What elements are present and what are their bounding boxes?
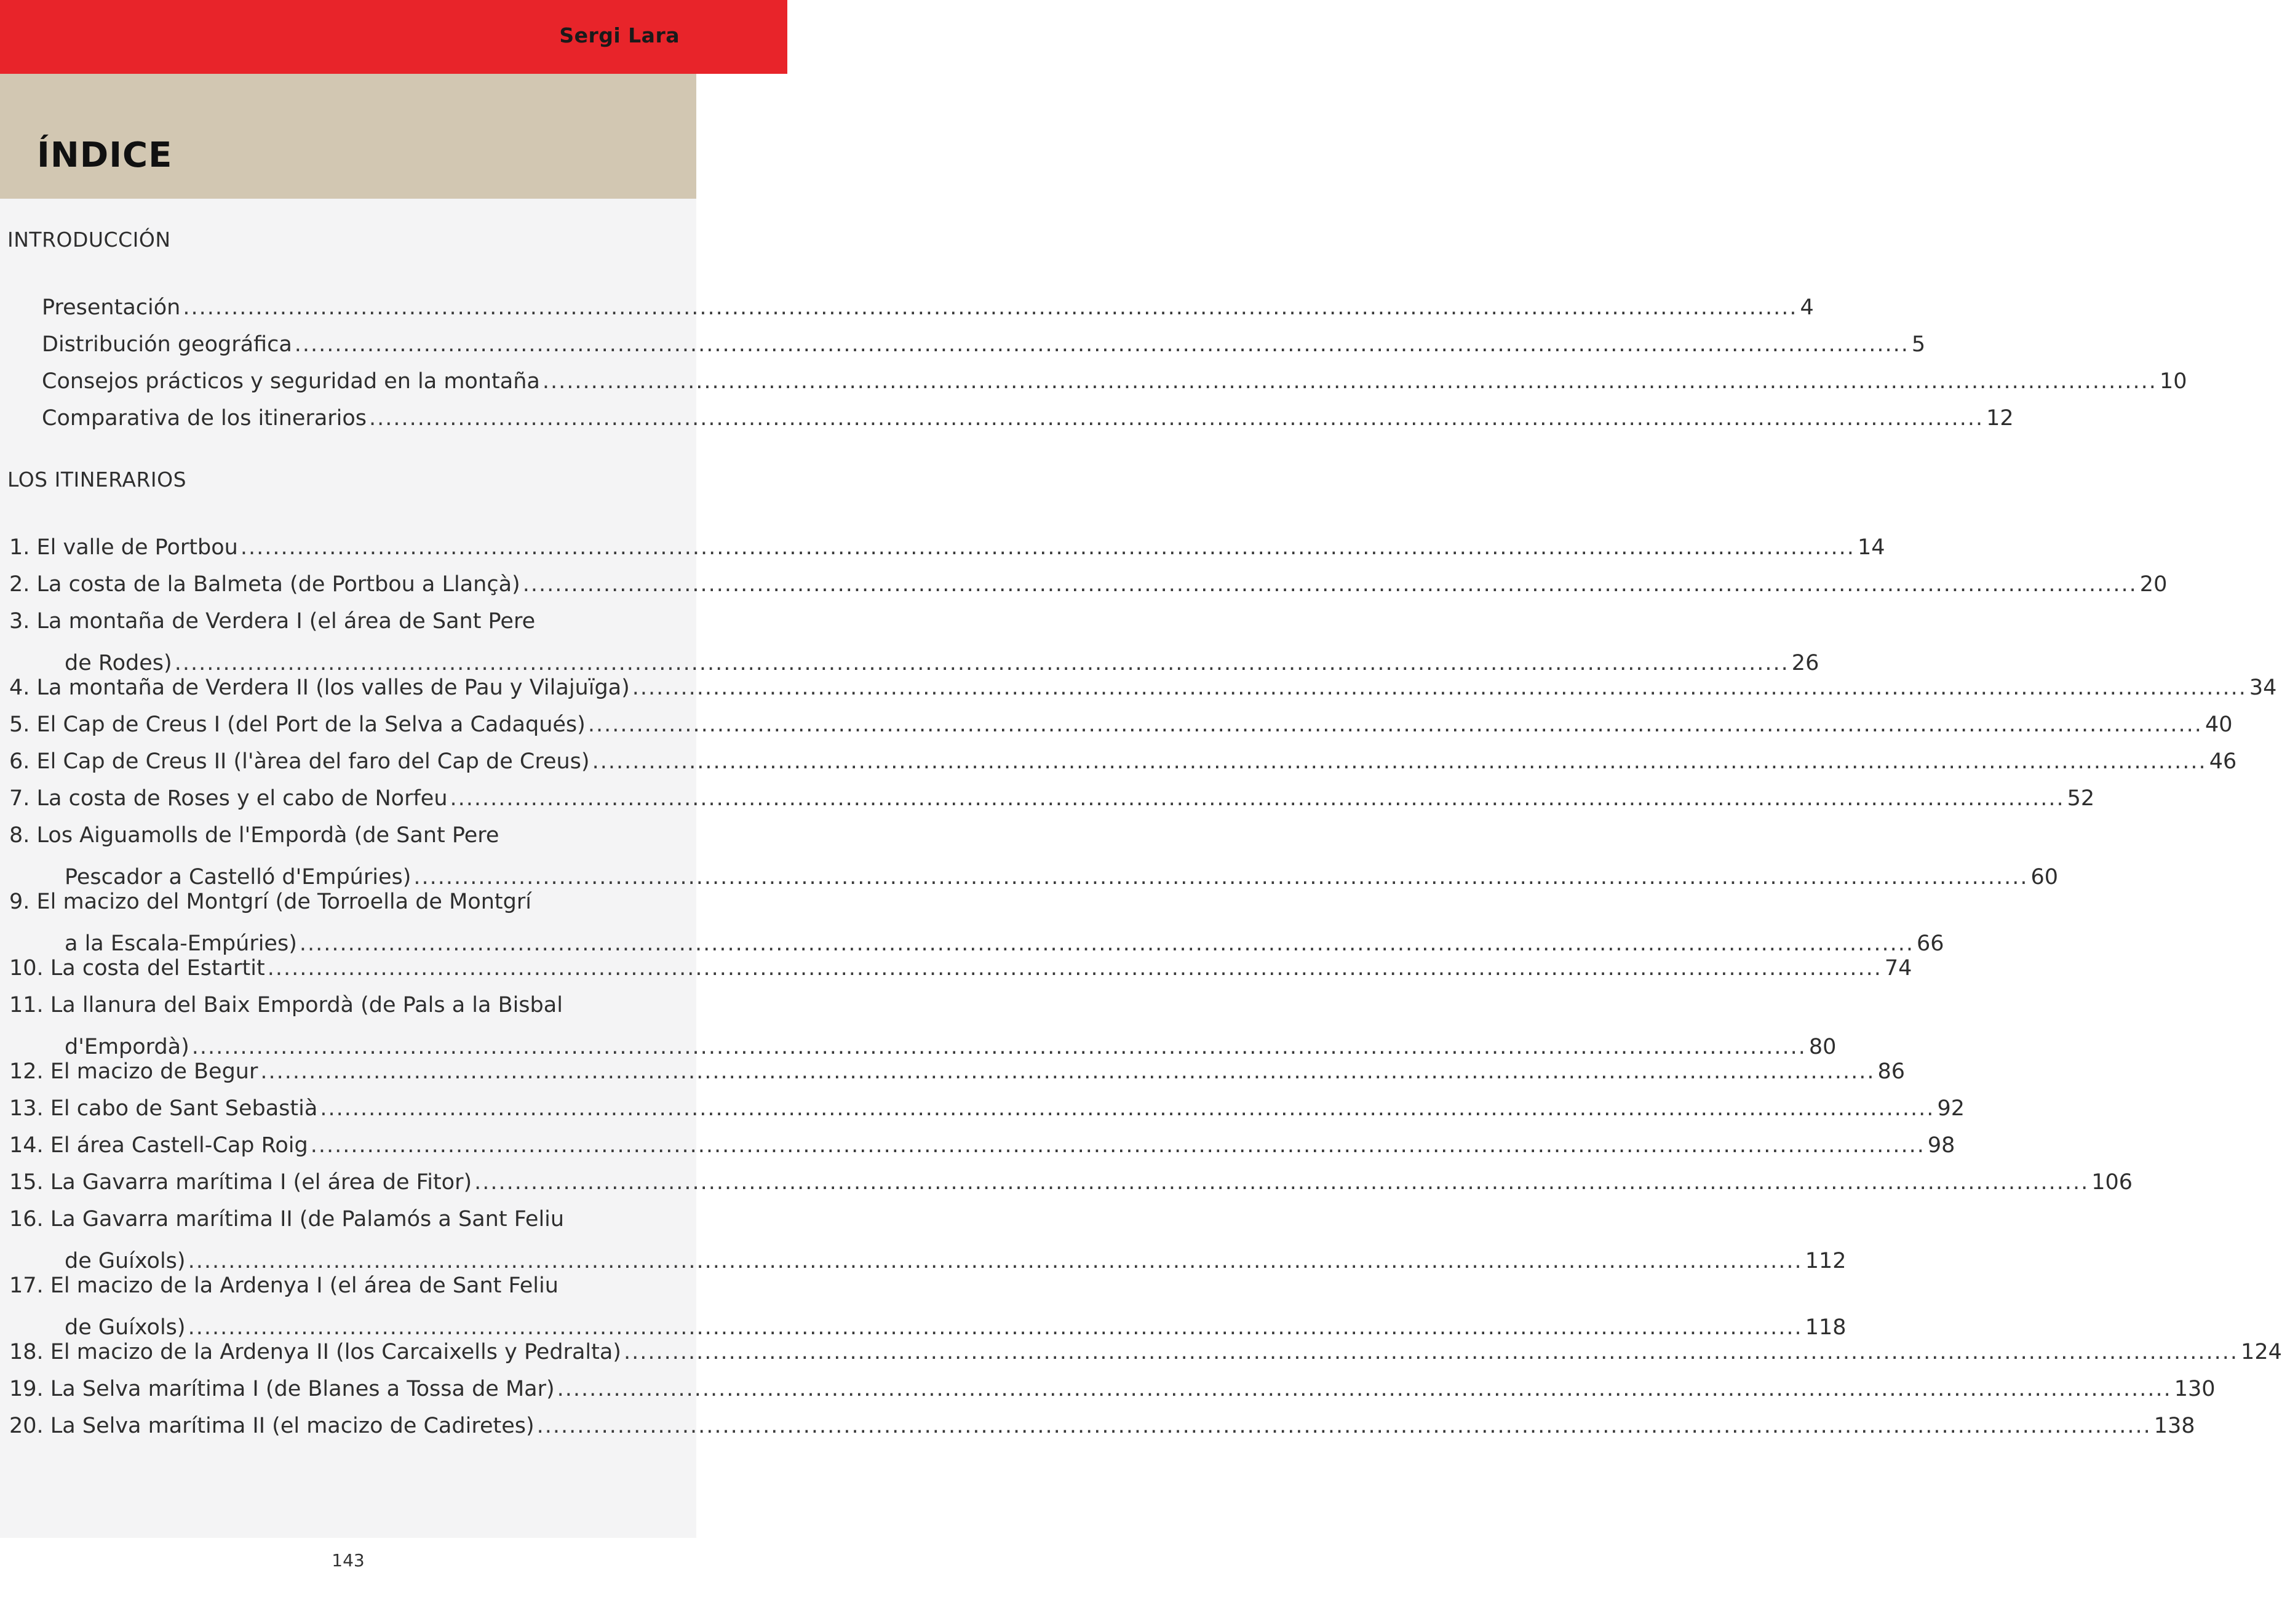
toc-page-number: 46 — [2209, 749, 2237, 774]
title-band — [0, 74, 696, 199]
toc-page-number: 12 — [1986, 406, 2014, 431]
toc-entry-title: 1. El valle de Portbou — [9, 535, 238, 560]
dot-leader: ........................................................................................................................................................................................................ — [310, 1133, 1925, 1158]
toc-page-number: 130 — [2174, 1377, 2216, 1401]
toc-page-number: 80 — [1808, 1035, 1837, 1059]
toc-entry-title-continued: de Guíxols) — [65, 1249, 186, 1273]
toc-entry-title-continued: d'Empordà) — [65, 1035, 189, 1059]
toc-entry-title: 18. El macizo de la Ardenya II (los Carcaixells y Pedralta) — [9, 1340, 621, 1364]
toc-entry — [0, 1170, 2133, 1207]
dot-leader: ........................................................................................................................................................................................................ — [260, 1059, 1875, 1084]
toc-entry-title: 5. El Cap de Creus I (del Port de la Selva a Cadaqués) — [9, 712, 586, 737]
toc-entry — [0, 572, 2168, 609]
toc-entry-title: Consejos prácticos y seguridad en la montaña — [42, 369, 540, 394]
toc-page-number: 20 — [2139, 572, 2168, 597]
dot-leader: ........................................................................................................................................................................................................ — [267, 956, 1882, 981]
toc-entry-title: 15. La Gavarra marítima I (el área de Fitor) — [9, 1170, 472, 1195]
toc-entry — [0, 823, 2059, 890]
toc-entry-title: 9. El macizo del Montgrí (de Torroella de Montgrí — [9, 890, 531, 914]
toc-page-number: 14 — [1857, 535, 1885, 560]
dot-leader: ........................................................................................................................................................................................................ — [183, 295, 1798, 320]
dot-leader: ........................................................................................................................................................................................................ — [450, 786, 2065, 811]
toc-entry-title: 14. El área Castell-Cap Roig — [9, 1133, 308, 1158]
dot-leader: ........................................................................................................................................................................................................ — [474, 1170, 2089, 1195]
dot-leader: ........................................................................................................................................................................................................ — [536, 1414, 2152, 1438]
header-band — [0, 0, 787, 74]
toc-page-number: 10 — [2159, 369, 2187, 394]
toc-page-number: 138 — [2153, 1414, 2195, 1438]
dot-leader: ........................................................................................................................................................................................................ — [240, 535, 1855, 560]
dot-leader: ........................................................................................................................................................................................................ — [191, 1035, 1807, 1059]
toc-page-number: 34 — [2249, 675, 2277, 700]
toc-page-number: 106 — [2091, 1170, 2133, 1195]
toc-entry — [0, 712, 2233, 749]
toc-entry — [0, 369, 2187, 406]
dot-leader: ........................................................................................................................................................................................................ — [522, 572, 2137, 597]
page-number: 143 — [332, 1550, 365, 1570]
dot-leader: ........................................................................................................................................................................................................ — [369, 406, 1984, 431]
toc-page-number: 66 — [1916, 931, 1944, 956]
toc-entry — [0, 786, 2095, 823]
dot-leader: ........................................................................................................................................................................................................ — [623, 1340, 2239, 1364]
toc-entry-title: 12. El macizo de Begur — [9, 1059, 258, 1084]
section-heading: LOS ITINERARIOS — [7, 468, 187, 492]
page-title: ÍNDICE — [37, 135, 173, 175]
toc-entry-title: 16. La Gavarra marítima II (de Palamós a Sant Feliu — [9, 1207, 565, 1232]
toc-entry-title: 10. La costa del Estartit — [9, 956, 265, 981]
dot-leader: ........................................................................................................................................................................................................ — [413, 865, 2029, 890]
toc-entry — [0, 675, 2277, 712]
toc-page-number: 118 — [1805, 1315, 1847, 1340]
toc-entry-title-continued: Pescador a Castelló d'Empúries) — [65, 865, 411, 890]
author-name: Sergi Lara — [559, 23, 680, 47]
toc-entry — [0, 1096, 1965, 1133]
toc-page-number: 52 — [2067, 786, 2095, 811]
dot-leader: ........................................................................................................................................................................................................ — [542, 369, 2157, 394]
toc-entry — [0, 993, 1837, 1059]
toc-entry-title: 11. La llanura del Baix Empordà (de Pals a la Bisbal — [9, 993, 563, 1017]
toc-entry — [0, 1059, 1906, 1096]
toc-entry — [0, 535, 1885, 572]
toc-entry-title: 2. La costa de la Balmeta (de Portbou a Llançà) — [9, 572, 520, 597]
toc-entry — [0, 406, 2014, 443]
toc-page-number: 26 — [1791, 651, 1819, 675]
toc-entry — [0, 1207, 1847, 1273]
toc-entry — [0, 1340, 2282, 1377]
toc-entry-title: 7. La costa de Roses y el cabo de Norfeu — [9, 786, 448, 811]
dot-leader: ........................................................................................................................................................................................................ — [557, 1377, 2172, 1401]
toc-entry — [0, 332, 1926, 369]
toc-page-number: 98 — [1927, 1133, 1955, 1158]
toc-entry-title: 19. La Selva marítima I (de Blanes a Tossa de Mar) — [9, 1377, 555, 1401]
toc-entry — [0, 1414, 2195, 1451]
dot-leader: ........................................................................................................................................................................................................ — [592, 749, 2207, 774]
toc-page-number: 4 — [1800, 295, 1814, 320]
dot-leader: ........................................................................................................................................................................................................ — [174, 651, 1789, 675]
toc-entry-title: 4. La montaña de Verdera II (los valles de Pau y Vilajuïga) — [9, 675, 630, 700]
toc-page-number: 60 — [2030, 865, 2059, 890]
dot-leader: ........................................................................................................................................................................................................ — [299, 931, 1914, 956]
toc-page-number: 124 — [2241, 1340, 2282, 1364]
toc-page-number: 86 — [1877, 1059, 1906, 1084]
toc-entry — [0, 749, 2237, 786]
toc-entry-title: 17. El macizo de la Ardenya I (el área de Sant Feliu — [9, 1273, 559, 1298]
toc-entry-title: 6. El Cap de Creus II (l'àrea del faro del Cap de Creus) — [9, 749, 590, 774]
index-page — [0, 74, 2282, 1538]
toc-page-number: 74 — [1884, 956, 1912, 981]
toc-entry-title: Distribución geográfica — [42, 332, 292, 357]
dot-leader: ........................................................................................................................................................................................................ — [632, 675, 2247, 700]
section-heading: INTRODUCCIÓN — [7, 228, 171, 252]
toc-entry-title-continued: a la Escala-Empúries) — [65, 931, 297, 956]
dot-leader: ........................................................................................................................................................................................................ — [320, 1096, 1935, 1121]
toc-entry — [0, 1273, 1847, 1340]
toc-entry-title: Comparativa de los itinerarios — [42, 406, 367, 431]
toc-entry — [0, 956, 1912, 993]
dot-leader: ........................................................................................................................................................................................................ — [587, 712, 2203, 737]
toc-entry-title: 8. Los Aiguamolls de l'Empordà (de Sant Pere — [9, 823, 499, 848]
toc-page-number: 92 — [1937, 1096, 1965, 1121]
toc-entry-title: 20. La Selva marítima II (el macizo de Cadiretes) — [9, 1414, 535, 1438]
toc-entry-title: 13. El cabo de Sant Sebastià — [9, 1096, 318, 1121]
dot-leader: ........................................................................................................................................................................................................ — [294, 332, 1909, 357]
toc-entry — [0, 1133, 1955, 1170]
toc-entry-title-continued: de Rodes) — [65, 651, 172, 675]
toc-page-number: 112 — [1805, 1249, 1847, 1273]
toc-entry-title-continued: de Guíxols) — [65, 1315, 186, 1340]
dot-leader: ........................................................................................................................................................................................................ — [188, 1315, 1803, 1340]
dot-leader: ........................................................................................................................................................................................................ — [188, 1249, 1803, 1273]
toc-entry — [0, 1377, 2216, 1414]
toc-page-number: 5 — [1911, 332, 1926, 357]
toc-entry — [0, 890, 1944, 956]
toc-entry-title: Presentación — [42, 295, 181, 320]
toc-entry — [0, 295, 1814, 332]
toc-page-number: 40 — [2204, 712, 2233, 737]
toc-entry — [0, 609, 1819, 675]
toc-entry-title: 3. La montaña de Verdera I (el área de Sant Pere — [9, 609, 536, 634]
